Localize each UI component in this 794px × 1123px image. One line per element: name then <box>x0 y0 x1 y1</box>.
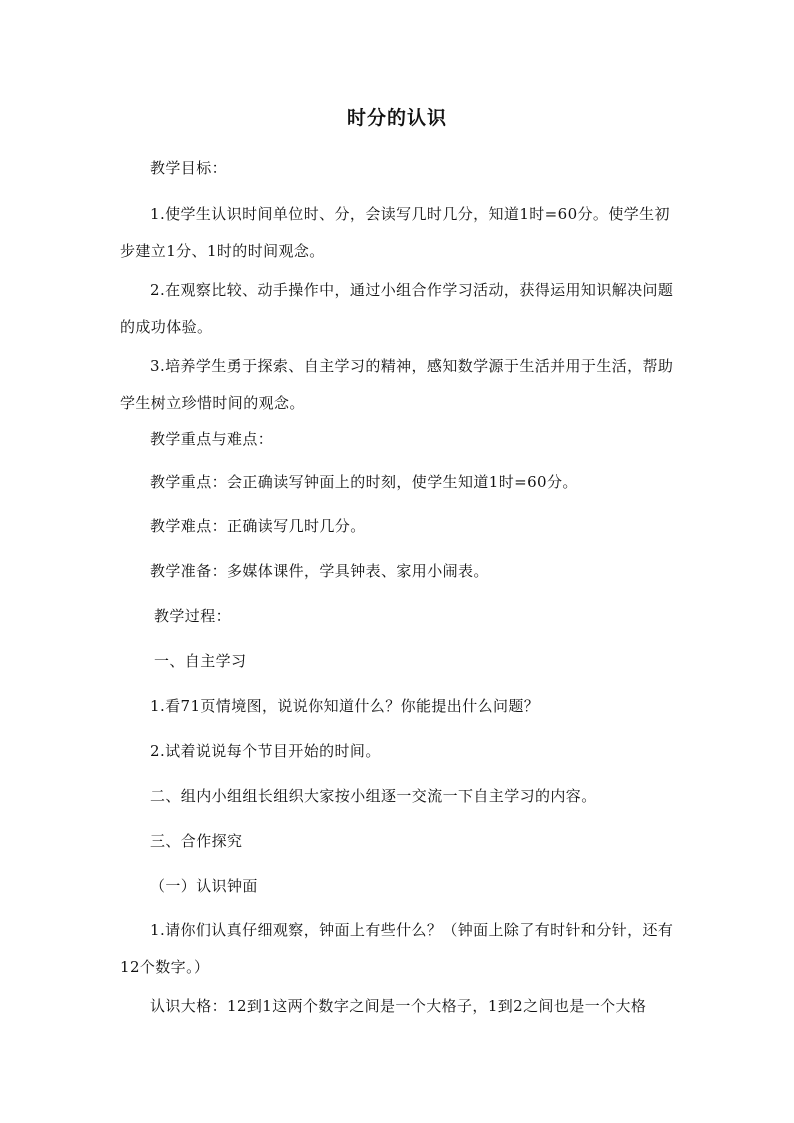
paragraph-section-1: 一、自主学习 <box>154 652 247 670</box>
paragraph-step-1: 1.看71页情境图，说说你知道什么？你能提出什么问题？ <box>150 697 540 715</box>
document-title: 时分的认识 <box>346 107 447 129</box>
paragraph-step-2: 2.试着说说每个节目开始的时间。 <box>150 742 381 760</box>
paragraph-objective-1: 1.使学生认识时间单位时、分，会读写几时几分，知道1时=60分。使学生初步建立1分、1时的时间观念。 <box>120 205 670 260</box>
paragraph-process-heading: 教学过程： <box>154 607 232 625</box>
paragraph-objective-2: 2.在观察比较、动手操作中，通过小组合作学习活动，获得运用知识解决问题的成功体验。 <box>120 281 674 336</box>
paragraph-key-point: 教学重点：会正确读写钟面上的时刻，使学生知道1时=60分。 <box>150 473 578 491</box>
paragraph-section-3: 三、合作探究 <box>150 832 243 850</box>
paragraph-difficulty: 教学难点：正确读写几时几分。 <box>150 517 366 535</box>
paragraph-section-2: 二、组内小组组长组织大家按小组逐一交流一下自主学习的内容。 <box>150 787 597 805</box>
paragraph-clock-observation: 1.请你们认真仔细观察，钟面上有些什么？（钟面上除了有时针和分针，还有12个数字。） <box>120 921 674 976</box>
paragraph-large-grid: 认识大格：12到1这两个数字之间是一个大格子，1到2之间也是一个大格 <box>150 997 647 1015</box>
paragraph-preparation: 教学准备：多媒体课件，学具钟表、家用小闹表。 <box>150 562 489 580</box>
paragraph-objective-3: 3.培养学生勇于探索、自主学习的精神，感知数学源于生活并用于生活，帮助学生树立珍惜时间的观念。 <box>120 357 674 412</box>
paragraph-teaching-objectives-heading: 教学目标： <box>150 159 228 177</box>
paragraph-subsection-1: （一）认识钟面 <box>150 877 258 895</box>
paragraph-key-points-heading: 教学重点与难点： <box>150 430 274 448</box>
